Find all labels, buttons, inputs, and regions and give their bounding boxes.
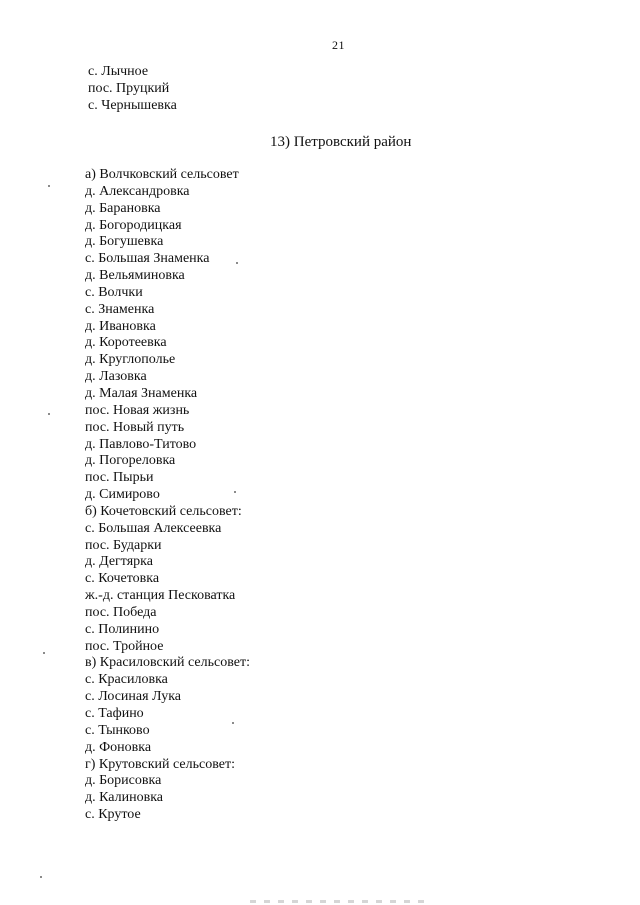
list-item: пос. Победа [85, 604, 157, 620]
subsection-heading: б) Кочетовский сельсовет: [85, 503, 242, 519]
scan-footer-smudge [250, 900, 430, 903]
subsection-heading: в) Красиловский сельсовет: [85, 655, 250, 671]
list-item: пос. Пырьи [85, 470, 154, 486]
list-item: пос. Бударки [85, 537, 162, 553]
page-number: 21 [332, 38, 345, 52]
list-item: д. Лазовка [85, 369, 147, 385]
list-item: с. Лычное [88, 64, 149, 79]
list-item: д. Богушевка [85, 234, 164, 250]
list-item: д. Александровка [85, 183, 190, 199]
list-item: д. Павлово-Титово [85, 436, 197, 452]
list-item: ж.-д. станция Песковатка [85, 588, 236, 604]
list-item: д. Калиновка [85, 790, 163, 806]
list-item: д. Борисовка [85, 773, 162, 789]
list-item: с. Красиловка [85, 672, 168, 688]
list-item: д. Дегтярка [85, 554, 153, 570]
scan-speck [43, 652, 45, 654]
continued-settlement-list [88, 63, 177, 114]
subsection-heading: а) Волчковский сельсовет [85, 167, 239, 182]
list-item: д. Коротеевка [85, 335, 167, 351]
scan-speck [40, 876, 42, 878]
list-item: д. Богородицкая [85, 217, 182, 233]
scan-speck [48, 413, 50, 415]
list-item: с. Знаменка [85, 301, 155, 317]
list-item: д. Погореловка [85, 453, 176, 469]
list-item: пос. Новая жизнь [85, 402, 190, 418]
scan-speck [234, 491, 236, 493]
list-item: с. Полинино [85, 621, 160, 637]
list-item: с. Большая Знаменка [85, 251, 210, 267]
scan-speck [232, 722, 234, 724]
list-item: с. Тынково [85, 722, 150, 738]
list-item: с. Большая Алексеевка [85, 520, 222, 536]
list-item: д. Вельяминовка [85, 268, 185, 284]
list-item: с. Крутое [85, 807, 141, 823]
list-item: д. Круглополье [85, 352, 176, 368]
list-item: с. Чернышевка [88, 98, 177, 113]
list-item: с. Волчки [85, 284, 143, 300]
list-item: с. Тафино [85, 706, 144, 721]
list-item: д. Барановка [85, 200, 161, 216]
list-item: д. Симирово [85, 487, 160, 503]
district-settlement-list [85, 167, 250, 824]
list-item: с. Лосиная Лука [85, 689, 182, 705]
list-item: д. Фоновка [85, 739, 152, 755]
list-item: д. Малая Знаменка [85, 385, 198, 401]
subsection-heading: г) Крутовский сельсовет: [85, 756, 235, 772]
list-item: с. Кочетовка [85, 571, 160, 587]
list-item: пос. Новый путь [85, 419, 185, 435]
list-item: д. Ивановка [85, 318, 156, 334]
section-title: 13) Петровский район [270, 134, 412, 150]
scan-speck [236, 262, 238, 264]
list-item: пос. Пруцкий [88, 81, 170, 96]
list-item: пос. Тройное [85, 638, 164, 654]
scan-speck [48, 185, 50, 187]
